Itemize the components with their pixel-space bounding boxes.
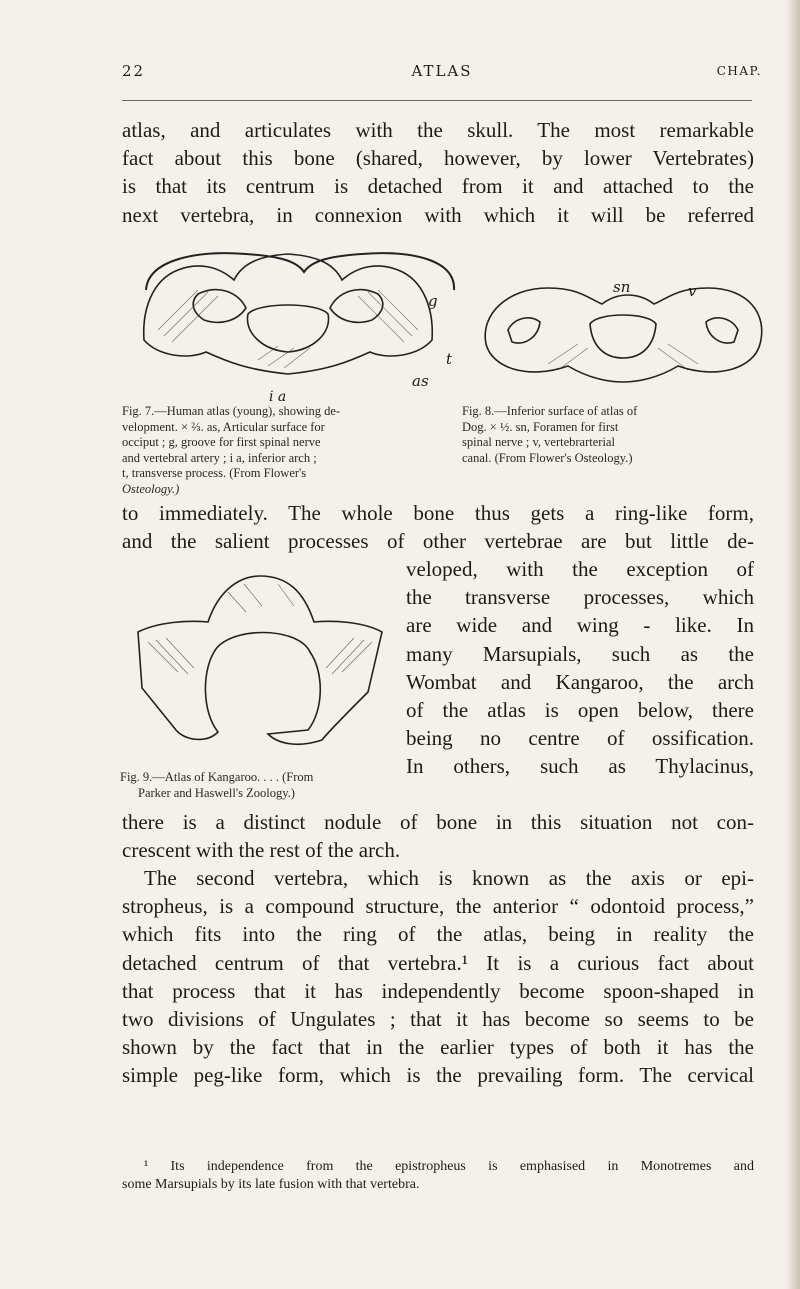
chapter-label: CHAP. [716,64,762,78]
caption-line: Fig. 9.—Atlas of Kangaroo. . . . (From [120,770,314,784]
page-edge-shadow [786,0,800,1289]
text-line: that process that it has independently become spoon-shaped in [122,978,754,1003]
text-line: being no centre of ossification. [406,726,754,751]
text-line: Wombat and Kangaroo, the arch [406,669,754,694]
text-line: which fits into the ring of the atlas, being in reality the [122,922,754,947]
paragraph-2-top [122,499,754,555]
text-line: stropheus, is a compound structure, the anterior “ odontoid process,” [122,894,754,919]
figure-8-caption [462,404,762,466]
text-line: simple peg-like form, which is the prevailing form. The cervical [122,1063,754,1088]
text-line: the transverse processes, which [406,585,754,610]
paragraph-2-tail [122,808,754,864]
caption-line: Parker and Haswell's Zoology.) [138,785,295,800]
text-line: veloped, with the exception of [406,557,754,581]
text-line: fact about this bone (shared, however, by lower Vertebrates) [122,146,754,171]
caption-line: Fig. 7.—Human atlas (young), showing de- [122,404,341,418]
text-line: there is a distinct nodule of bone in this situation not con- [122,810,754,834]
caption-line: velopment. × ⅔. as, Articular surface for [122,419,325,434]
text-line: The second vertebra, which is known as the axis or epi- [144,866,754,890]
figure-7-engraved-atlas [138,250,458,380]
text-line: crescent with the rest of the arch. [122,838,401,863]
text-line: is that its centrum is detached from it and attached to the [122,174,754,199]
page-number: 22 [122,62,146,80]
paragraph-1 [122,116,754,229]
fig7-label-ia: i a [269,389,287,405]
fig8-label-v: v [688,282,697,300]
caption-line: t, transverse process. (From Flower's [122,466,307,480]
caption-line: occiput ; g, groove for first spinal nerve [122,435,321,449]
caption-line: Dog. × ½. sn, Foramen for first [462,419,619,434]
text-line: are wide and wing - like. In [406,613,754,638]
text-line: detached centrum of that vertebra.¹ It is a curious fact about [122,950,754,975]
paragraph-3 [122,864,754,1090]
caption-line: Fig. 8.—Inferior surface of atlas of [462,404,638,418]
text-line: In others, such as Thylacinus, [406,754,754,779]
text-line: of the atlas is open below, there [406,697,754,722]
text-line: next vertebra, in connexion with which it will be referred [122,202,754,227]
page-header [122,62,762,86]
fig7-label-g: g [428,292,438,310]
caption-line: and vertebral artery ; i a, inferior arch ; [122,450,317,465]
figure-9-caption [120,770,385,801]
caption-line: spinal nerve ; v, vertebrarterial [462,435,615,449]
text-line: shown by the fact that in the earlier types of both it has the [122,1035,754,1060]
caption-line: canal. (From Flower's Osteology.) [462,450,633,465]
footnote-line: some Marsupials by its late fusion with that vertebra. [122,1177,420,1192]
paragraph-2-wrapped [406,555,754,781]
text-line: atlas, and articulates with the skull. The most remarkable [122,118,754,142]
running-title: ATLAS [411,62,473,80]
caption-line: Osteology.) [122,481,180,496]
fig7-label-t: t [446,350,453,368]
text-line: and the salient processes of other vertebrae are but little de- [122,529,754,554]
text-line: to immediately. The whole bone thus gets a ring-like form, [122,501,754,525]
figure-9-kangaroo-atlas [128,562,393,762]
footnote-line: ¹ Its independence from the epistropheus is emphasised in Monotremes and [144,1159,754,1174]
figure-7-caption [122,404,432,497]
footnote [122,1158,754,1194]
text-line: many Marsupials, such as the [406,641,754,666]
fig7-label-as: as [412,372,429,390]
header-rule [122,100,752,101]
text-line: two divisions of Ungulates ; that it has become so seems to be [122,1006,754,1031]
fig8-label-sn: sn [613,278,631,296]
